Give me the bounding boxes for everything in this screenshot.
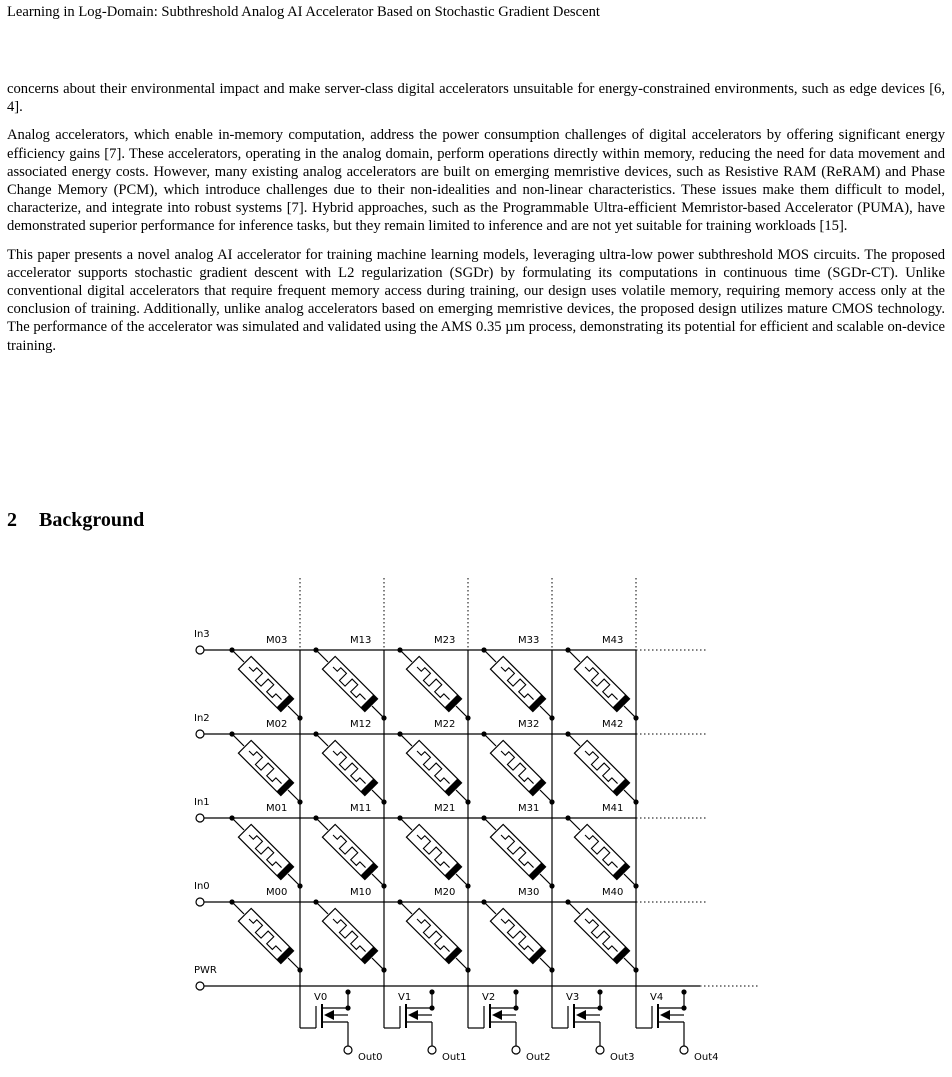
memristor-label: M23 — [434, 635, 456, 646]
memristor-lead — [624, 706, 636, 718]
junction-dot — [513, 1005, 518, 1010]
memristor-lead — [288, 706, 300, 718]
power-label: PWR — [194, 965, 217, 976]
memristor-lead — [484, 902, 496, 914]
memristor-symbol — [238, 908, 293, 963]
paragraph-3: This paper presents a novel analog AI accelerator for training machine learning models, leveraging ultra-low power subthreshold MOS circuits. The proposed accelerator supports stochastic gradient descent with L2 regularization (SGDr) by formulating its computations in continuous time (SGDr-CT). Unlike conventional digital accelerators that require frequent memory access during training, our design uses volatile memory, requiring memory access only at the conclusion of training. Additionally, unlike analog accelerators based on emerging memristive devices, the proposed design utilizes mature CMOS technology. The performance of the accelerator was simulated and validated using the AMS 0.35 µm process, demonstrating its potential for efficient and scalable on-device training. — [7, 246, 945, 354]
memristor-label: M30 — [518, 887, 540, 898]
memristor-lead — [400, 734, 412, 746]
running-header: Learning in Log-Domain: Subthreshold Analog AI Accelerator Based on Stochastic Gradient Descent — [7, 4, 600, 20]
section-title: Background — [39, 509, 145, 531]
memristor-lead — [232, 818, 244, 830]
output-terminal — [512, 1046, 520, 1054]
memristor-label: M40 — [602, 887, 624, 898]
transistor-label: V1 — [398, 992, 412, 1003]
output-label: Out1 — [442, 1052, 467, 1063]
memristor-lead — [316, 650, 328, 662]
memristor-lead — [288, 958, 300, 970]
memristor-label: M20 — [434, 887, 456, 898]
junction-dot — [345, 1005, 350, 1010]
memristor-lead — [232, 902, 244, 914]
memristor-symbol — [322, 908, 377, 963]
memristor-lead — [484, 818, 496, 830]
paragraph-1: concerns about their environmental impact and make server-class digital accelerators unsuitable for energy-constrained environments, such as edge devices [6, 4]. — [7, 81, 945, 116]
transistor-arrow — [324, 1010, 334, 1020]
memristor-lead — [372, 790, 384, 802]
memristor-symbol — [574, 740, 629, 795]
output-terminal — [344, 1046, 352, 1054]
memristor-lead — [400, 902, 412, 914]
memristor-lead — [288, 790, 300, 802]
memristor-symbol — [490, 740, 545, 795]
memristor-lead — [484, 734, 496, 746]
input-label: In3 — [194, 629, 210, 640]
memristor-lead — [232, 734, 244, 746]
junction-dot — [513, 989, 518, 994]
output-terminal — [428, 1046, 436, 1054]
memristor-label: M02 — [266, 719, 288, 730]
section-heading — [7, 509, 144, 532]
memristor-lead — [484, 650, 496, 662]
memristor-symbol — [238, 656, 293, 711]
junction-dot — [597, 1005, 602, 1010]
transistor-label: V0 — [314, 992, 328, 1003]
junction-dot — [429, 1005, 434, 1010]
section-number: 2 — [7, 509, 17, 531]
memristor-symbol — [490, 824, 545, 879]
transistor-arrow — [408, 1010, 418, 1020]
memristor-symbol — [574, 656, 629, 711]
memristor-lead — [372, 958, 384, 970]
transistor-arrow — [660, 1010, 670, 1020]
memristor-lead — [568, 902, 580, 914]
memristor-lead — [624, 874, 636, 886]
transistor-arrow — [492, 1010, 502, 1020]
input-terminal — [196, 730, 204, 738]
memristor-label: M11 — [350, 803, 372, 814]
transistor-label: V3 — [566, 992, 580, 1003]
memristor-symbol — [322, 740, 377, 795]
memristor-lead — [624, 790, 636, 802]
transistor-arrow — [576, 1010, 586, 1020]
junction-dot — [345, 989, 350, 994]
memristor-symbol — [574, 908, 629, 963]
input-terminal — [196, 898, 204, 906]
memristor-label: M10 — [350, 887, 372, 898]
memristor-label: M32 — [518, 719, 540, 730]
memristor-lead — [568, 650, 580, 662]
memristor-symbol — [406, 908, 461, 963]
memristor-label: M22 — [434, 719, 456, 730]
output-label: Out2 — [526, 1052, 551, 1063]
memristor-symbol — [238, 824, 293, 879]
output-label: Out4 — [694, 1052, 719, 1063]
memristor-lead — [540, 790, 552, 802]
memristor-symbol — [490, 908, 545, 963]
memristor-lead — [540, 874, 552, 886]
output-label: Out3 — [610, 1052, 635, 1063]
memristor-lead — [456, 790, 468, 802]
memristor-label: M41 — [602, 803, 624, 814]
memristor-lead — [456, 958, 468, 970]
output-terminal — [680, 1046, 688, 1054]
memristor-symbol — [322, 656, 377, 711]
memristor-label: M21 — [434, 803, 456, 814]
memristor-lead — [288, 874, 300, 886]
memristor-lead — [372, 874, 384, 886]
memristor-lead — [232, 650, 244, 662]
memristor-label: M12 — [350, 719, 372, 730]
junction-dot — [681, 989, 686, 994]
input-terminal — [196, 814, 204, 822]
memristor-symbol — [322, 824, 377, 879]
memristor-lead — [316, 734, 328, 746]
memristor-label: M33 — [518, 635, 540, 646]
junction-dot — [429, 989, 434, 994]
memristor-lead — [456, 874, 468, 886]
memristor-lead — [400, 818, 412, 830]
input-terminal — [196, 646, 204, 654]
memristor-label: M00 — [266, 887, 288, 898]
memristor-lead — [316, 902, 328, 914]
body-text — [7, 80, 945, 365]
memristor-label: M03 — [266, 635, 288, 646]
junction-dot — [597, 989, 602, 994]
paragraph-2: Analog accelerators, which enable in-memory computation, address the power consumption challenges of digital accelerators by offering significant energy efficiency gains [7]. These accelerators, operating in the analog domain, perform operations directly within memory, reducing the need for data movement and associated energy costs. However, many existing analog accelerators are built on emerging memristive devices, such as Resistive RAM (ReRAM) and Phase Change Memory (PCM), which introduce challenges due to their non-idealities and non-linear characteristics. These issues make them difficult to model, characterize, and integrate into robust systems [7]. Hybrid approaches, such as the Programmable Ultra-efficient Memristor-based Accelerator (PUMA), have demonstrated superior performance for inference tasks, but they remain limited to inference and are not yet suitable for training workloads [15]. — [7, 127, 945, 235]
junction-dot — [681, 1005, 686, 1010]
memristor-lead — [316, 818, 328, 830]
memristor-symbol — [406, 740, 461, 795]
memristor-symbol — [406, 656, 461, 711]
output-terminal — [596, 1046, 604, 1054]
memristor-lead — [400, 650, 412, 662]
crossbar-circuit-figure — [0, 560, 952, 1077]
memristor-symbol — [490, 656, 545, 711]
memristor-label: M31 — [518, 803, 540, 814]
memristor-label: M42 — [602, 719, 624, 730]
memristor-lead — [568, 734, 580, 746]
memristor-label: M43 — [602, 635, 624, 646]
memristor-label: M01 — [266, 803, 288, 814]
memristor-lead — [540, 958, 552, 970]
memristor-lead — [456, 706, 468, 718]
memristor-lead — [540, 706, 552, 718]
input-label: In0 — [194, 881, 210, 892]
transistor-label: V2 — [482, 992, 496, 1003]
memristor-symbol — [238, 740, 293, 795]
input-label: In2 — [194, 713, 210, 724]
memristor-symbol — [574, 824, 629, 879]
memristor-lead — [372, 706, 384, 718]
output-label: Out0 — [358, 1052, 383, 1063]
input-label: In1 — [194, 797, 210, 808]
transistor-label: V4 — [650, 992, 664, 1003]
memristor-lead — [624, 958, 636, 970]
memristor-lead — [568, 818, 580, 830]
power-terminal — [196, 982, 204, 990]
memristor-symbol — [406, 824, 461, 879]
memristor-label: M13 — [350, 635, 372, 646]
